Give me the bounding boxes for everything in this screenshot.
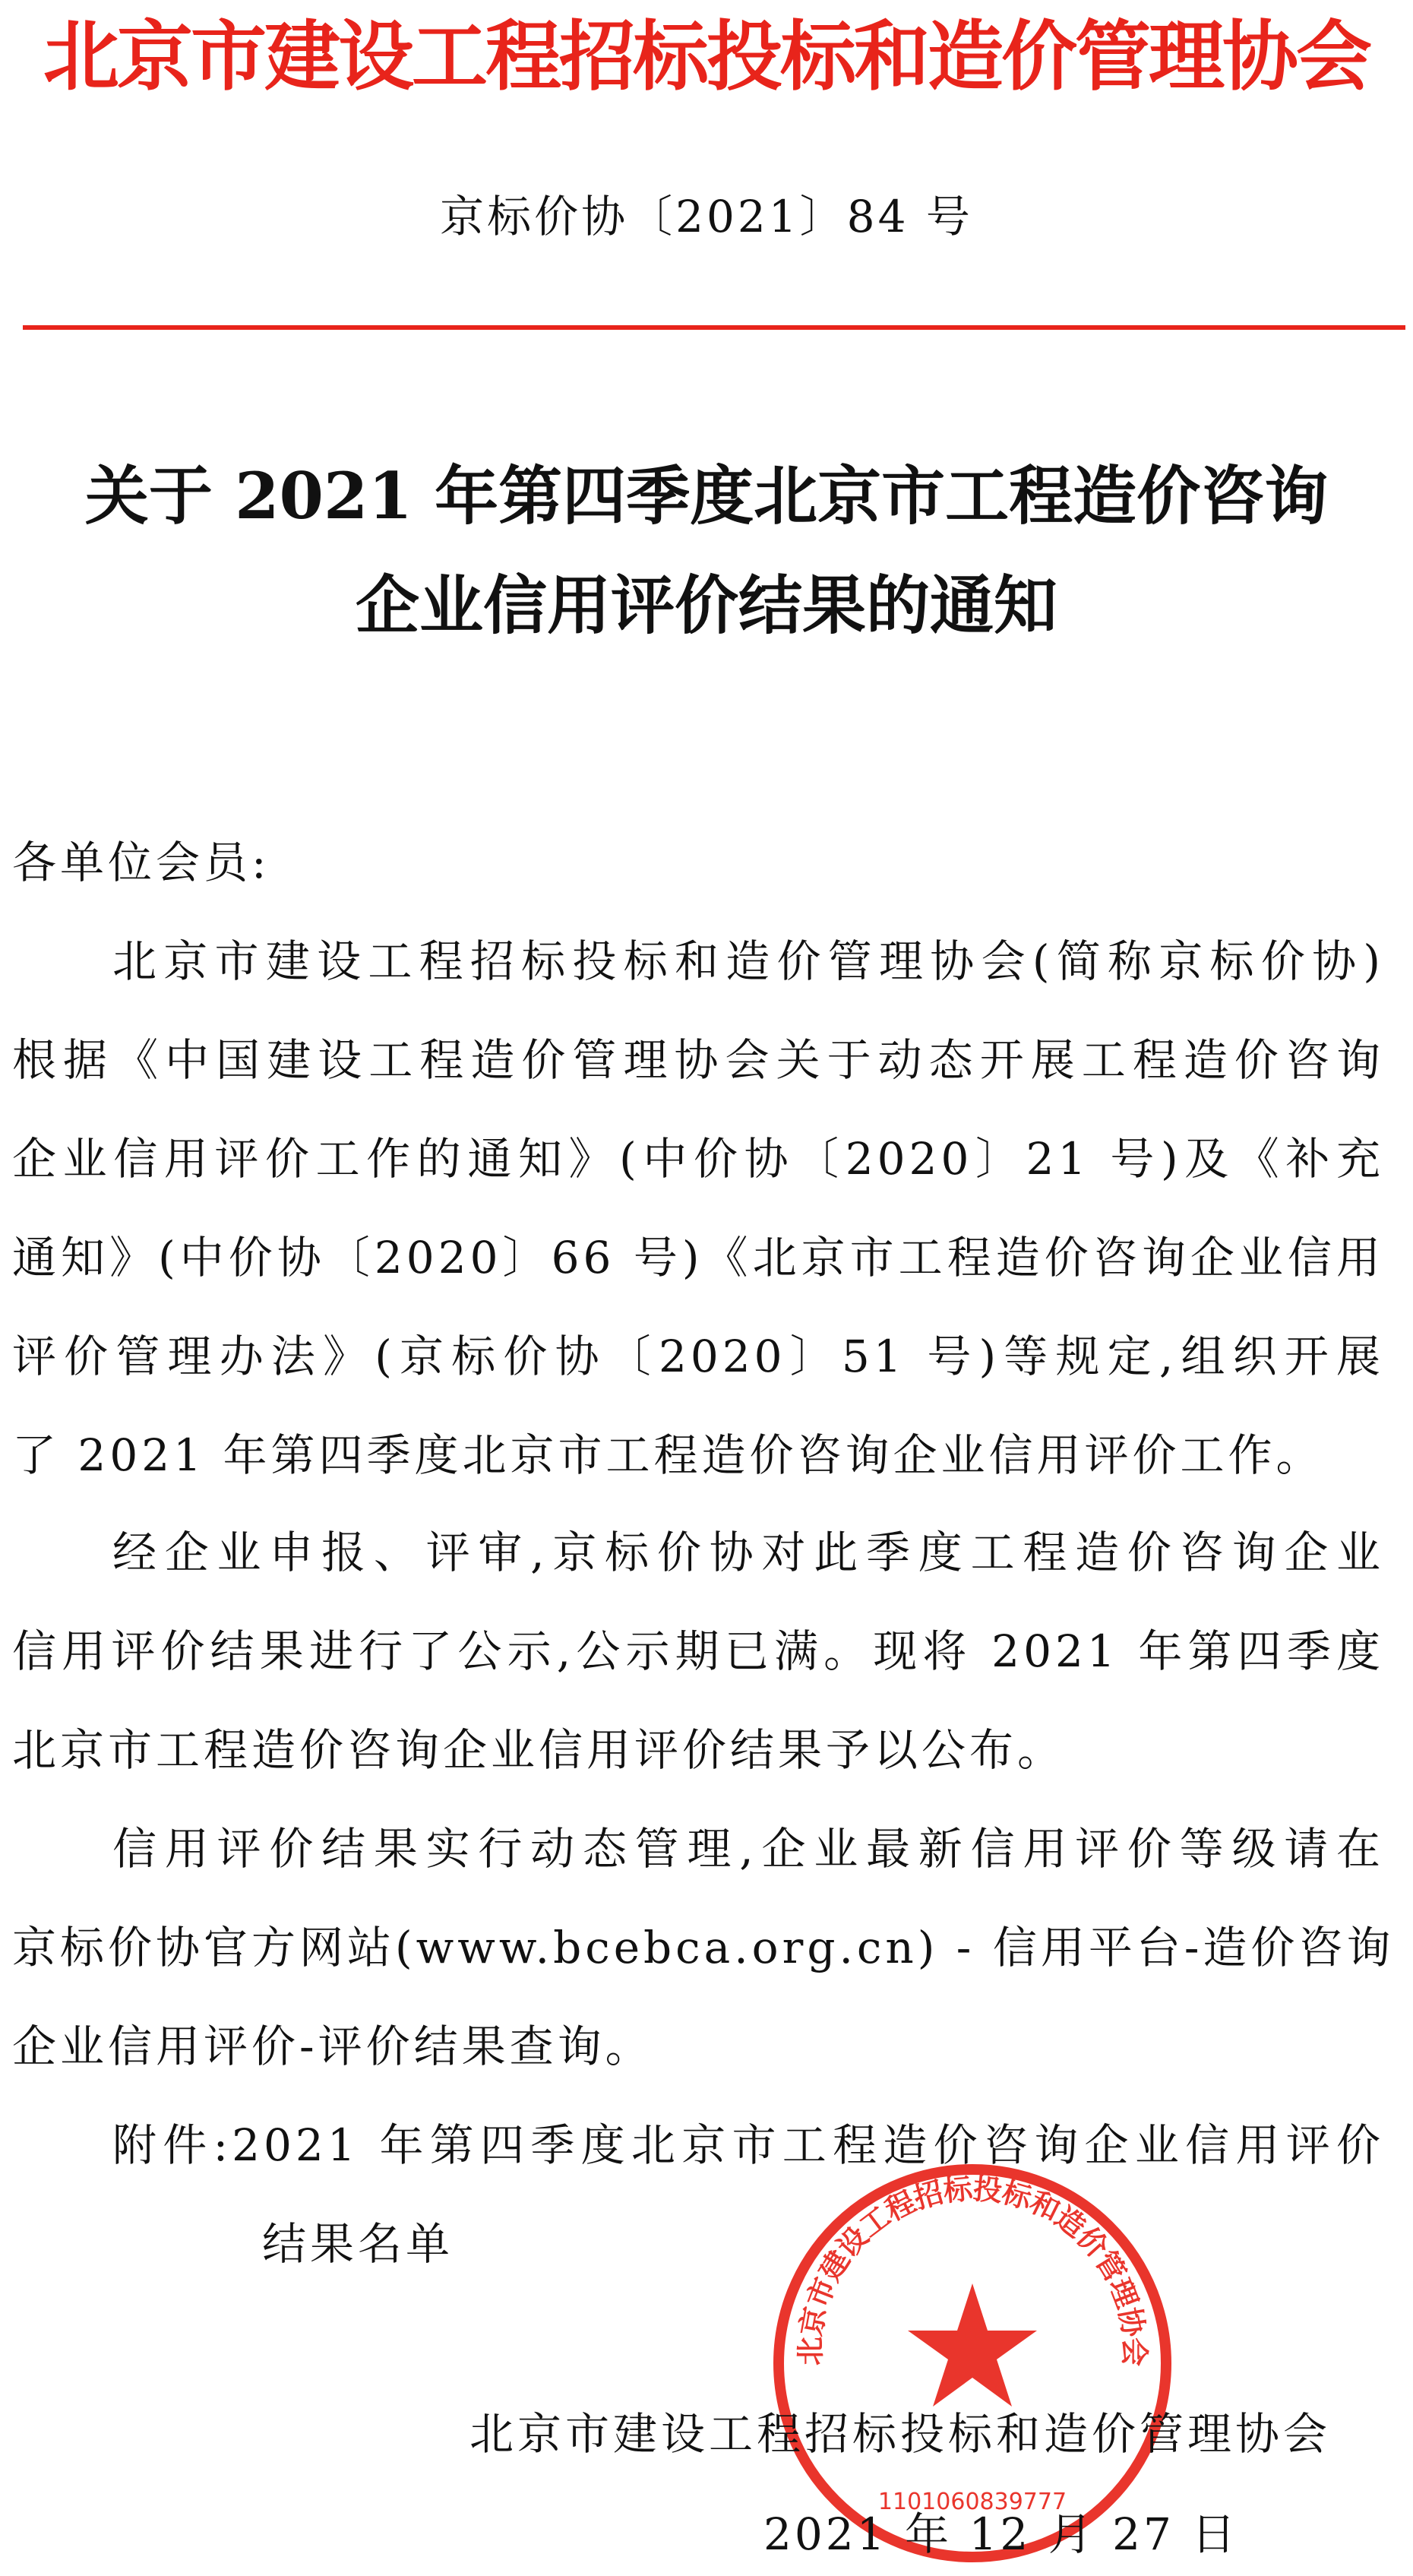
- paragraph-1-line: 评价管理办法》(京标价协〔2020〕51 号)等规定,组织开展: [12, 1331, 1384, 1382]
- notice-title-line-1: 关于 2021 年第四季度北京市工程造价咨询: [84, 458, 1329, 533]
- signature-date: 2021 年 12 月 27 日: [763, 2508, 1239, 2560]
- paragraph-2-line: 经企业申报、评审,京标价协对此季度工程造价咨询企业: [112, 1527, 1384, 1578]
- paragraph-3-line: 企业信用评价-评价结果查询。: [12, 2021, 653, 2072]
- red-divider: [23, 325, 1405, 330]
- signature-organization: 北京市建设工程招标投标和造价管理协会: [469, 2408, 1332, 2460]
- letterhead: 北京市建设工程招标投标和造价管理协会: [43, 12, 1370, 101]
- attachment-line: 附件:2021 年第四季度北京市工程造价咨询企业信用评价: [112, 2119, 1384, 2171]
- paragraph-1-line: 了 2021 年第四季度北京市工程造价咨询企业信用评价工作。: [12, 1429, 1324, 1481]
- svg-text:北京市建设工程招标投标和造价管理协会: 北京市建设工程招标投标和造价管理协会: [793, 2172, 1152, 2366]
- paragraph-1-line: 企业信用评价工作的通知》(中价协〔2020〕21 号)及《补充: [12, 1133, 1384, 1185]
- seal-code: 1101060839777: [877, 2489, 1067, 2515]
- star-icon: [908, 2283, 1037, 2407]
- paragraph-1-line: 通知》(中价协〔2020〕66 号)《北京市工程造价咨询企业信用: [12, 1232, 1384, 1283]
- paragraph-1-line: 根据《中国建设工程造价管理协会关于动态开展工程造价咨询: [12, 1034, 1384, 1086]
- paragraph-2-line: 北京市工程造价咨询企业信用评价结果予以公布。: [12, 1724, 1066, 1776]
- paragraph-2-line: 信用评价结果进行了公示,公示期已满。现将 2021 年第四季度: [12, 1625, 1384, 1677]
- paragraph-3-line: 信用评价结果实行动态管理,企业最新信用评价等级请在: [112, 1823, 1384, 1875]
- salutation: 各单位会员:: [12, 837, 270, 888]
- paragraph-1-line: 北京市建设工程招标投标和造价管理协会(简称京标价协): [112, 935, 1384, 987]
- document-number: 京标价协〔2021〕84 号: [440, 191, 973, 242]
- notice-title-line-2: 企业信用评价结果的通知: [355, 568, 1057, 643]
- paragraph-3-line: 京标价协官方网站(www.bcebca.org.cn) - 信用平台-造价咨询: [12, 1922, 1395, 1973]
- attachment-line: 结果名单: [262, 2218, 454, 2270]
